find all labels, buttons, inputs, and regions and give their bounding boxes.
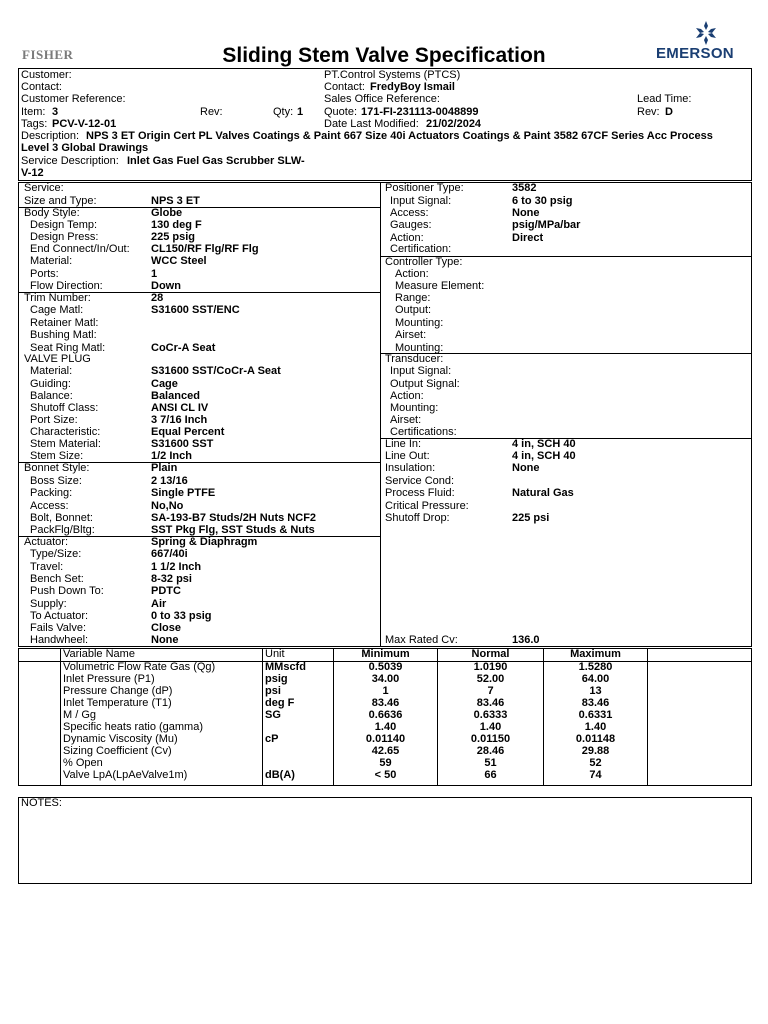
cell-normal: 66 bbox=[484, 769, 497, 781]
boss-size-value: 2 13/16 bbox=[151, 475, 188, 487]
cell-minimum: 0.6636 bbox=[368, 709, 403, 721]
rev2-label: Rev: bbox=[637, 106, 660, 118]
company-name: PT.Control Systems (PTCS) bbox=[324, 69, 461, 81]
stem-size-value: 1/2 Inch bbox=[151, 450, 192, 462]
cell-minimum: 0.01140 bbox=[365, 733, 406, 745]
body-style-value: Globe bbox=[151, 207, 183, 219]
cell-maximum: 52 bbox=[589, 757, 602, 769]
cell-normal: 1.40 bbox=[479, 721, 502, 733]
input-signal-value: 6 to 30 psig bbox=[512, 195, 573, 207]
customer-label: Customer: bbox=[21, 69, 72, 81]
gauges-label: Gauges: bbox=[390, 219, 432, 231]
push-down-label: Push Down To: bbox=[30, 585, 104, 597]
item-value: 3 bbox=[52, 106, 59, 118]
stem-material-value: S31600 SST bbox=[151, 438, 214, 450]
bonnet-style-label: Bonnet Style: bbox=[24, 462, 90, 474]
transducer-output-label: Output Signal: bbox=[390, 378, 460, 390]
actuator-value: Spring & Diaphragm bbox=[151, 536, 258, 548]
service-label: Service: bbox=[24, 182, 64, 194]
design-press-label: Design Press: bbox=[30, 231, 99, 243]
valve-plug-heading: VALVE PLUG bbox=[24, 353, 91, 365]
guiding-value: Cage bbox=[151, 378, 178, 390]
plug-material-label: Material: bbox=[30, 365, 73, 377]
right-contact-label: Contact: bbox=[324, 81, 365, 93]
fails-valve-value: Close bbox=[151, 622, 181, 634]
cell-minimum: 1.40 bbox=[374, 721, 397, 733]
page-title: Sliding Stem Valve Specification bbox=[222, 44, 546, 67]
cell-minimum: 34.00 bbox=[371, 673, 400, 685]
flow-direction-value: Down bbox=[151, 280, 181, 292]
cell-unit: cP bbox=[265, 733, 279, 745]
cell-minimum: 59 bbox=[379, 757, 392, 769]
ports-value: 1 bbox=[151, 268, 158, 280]
process-fluid-label: Process Fluid: bbox=[385, 487, 455, 499]
tags-label: Tags: bbox=[21, 118, 48, 130]
emerson-logo-icon bbox=[693, 20, 719, 46]
cell-maximum: 74 bbox=[589, 769, 602, 781]
packflg-label: PackFlg/Bltg: bbox=[30, 524, 95, 536]
cell-maximum: 29.88 bbox=[581, 745, 610, 757]
positioner-type-label: Positioner Type: bbox=[385, 182, 464, 194]
certification-label: Certification: bbox=[390, 243, 452, 255]
description-line1: NPS 3 ET Origin Cert PL Valves Coatings & Paint 667 Size 40i Actuators Coatings & Paint 3582 67CF Series Acc Process bbox=[86, 130, 713, 142]
type-size-value: 667/40i bbox=[151, 548, 188, 560]
characteristic-value: Equal Percent bbox=[151, 426, 225, 438]
bolt-bonnet-value: SA-193-B7 Studs/2H Nuts NCF2 bbox=[151, 512, 317, 524]
packing-label: Packing: bbox=[30, 487, 73, 499]
transducer-airset-label: Airset: bbox=[390, 414, 422, 426]
spec-grid-divider bbox=[380, 182, 381, 647]
cell-unit: psi bbox=[265, 685, 281, 697]
cell-variable-name: % Open bbox=[63, 757, 103, 769]
to-actuator-value: 0 to 33 psig bbox=[151, 610, 212, 622]
characteristic-label: Characteristic: bbox=[30, 426, 101, 438]
service-description-line1: Inlet Gas Fuel Gas Scrubber SLW- bbox=[127, 155, 305, 167]
sales-office-label: Sales Office Reference: bbox=[324, 93, 440, 105]
size-type-value: NPS 3 ET bbox=[151, 195, 200, 207]
controller-airset-label: Airset: bbox=[395, 329, 427, 341]
balance-value: Balanced bbox=[151, 390, 200, 402]
output-label: Output: bbox=[395, 304, 432, 316]
access-label: Access: bbox=[30, 500, 69, 512]
bench-set-value: 8-32 psi bbox=[151, 573, 192, 585]
cage-matl-value: S31600 SST/ENC bbox=[151, 304, 240, 316]
boss-size-label: Boss Size: bbox=[30, 475, 82, 487]
description-label: Description: bbox=[21, 130, 80, 142]
rev2-value: D bbox=[665, 106, 673, 118]
notes-label: NOTES: bbox=[21, 797, 62, 809]
quote-label: Quote: bbox=[324, 106, 358, 118]
type-size-label: Type/Size: bbox=[30, 548, 82, 560]
header-unit: Unit bbox=[265, 648, 285, 660]
measure-element-label: Measure Element: bbox=[395, 280, 485, 292]
stem-size-label: Stem Size: bbox=[30, 450, 84, 462]
cell-normal: 51 bbox=[484, 757, 497, 769]
packing-value: Single PTFE bbox=[151, 487, 216, 499]
cell-variable-name: M / Gg bbox=[63, 709, 97, 721]
flow-direction-label: Flow Direction: bbox=[30, 280, 103, 292]
item-label: Item: bbox=[21, 106, 46, 118]
emerson-logo: EMERSON bbox=[656, 45, 734, 62]
material-label: Material: bbox=[30, 255, 73, 267]
shutoff-class-label: Shutoff Class: bbox=[30, 402, 99, 414]
qty-value: 1 bbox=[297, 106, 304, 118]
controller-mounting2-label: Mounting: bbox=[395, 342, 444, 354]
trim-number-label: Trim Number: bbox=[24, 292, 91, 304]
cell-variable-name: Specific heats ratio (gamma) bbox=[63, 721, 203, 733]
cell-normal: 0.01150 bbox=[470, 733, 511, 745]
cell-normal: 83.46 bbox=[476, 697, 505, 709]
port-size-value: 3 7/16 Inch bbox=[151, 414, 208, 426]
cell-maximum: 1.40 bbox=[584, 721, 607, 733]
controller-type-label: Controller Type: bbox=[385, 256, 463, 268]
end-connect-value: CL150/RF Flg/RF Flg bbox=[151, 243, 259, 255]
fisher-logo: FISHER bbox=[22, 47, 74, 62]
positioner-action-value: Direct bbox=[512, 232, 544, 244]
notes-box bbox=[18, 797, 752, 884]
cell-variable-name: Dynamic Viscosity (Mu) bbox=[63, 733, 178, 745]
range-label: Range: bbox=[395, 292, 431, 304]
material-value: WCC Steel bbox=[151, 255, 207, 267]
cell-maximum: 0.6331 bbox=[578, 709, 613, 721]
cell-minimum: 83.46 bbox=[371, 697, 400, 709]
bolt-bonnet-label: Bolt, Bonnet: bbox=[30, 512, 93, 524]
cell-unit: dB(A) bbox=[265, 769, 295, 781]
design-temp-label: Design Temp: bbox=[30, 219, 98, 231]
right-contact-value: FredyBoy Ismail bbox=[370, 81, 455, 93]
travel-value: 1 1/2 Inch bbox=[151, 561, 202, 573]
transducer-label: Transducer: bbox=[385, 353, 444, 365]
cage-matl-label: Cage Matl: bbox=[30, 304, 84, 316]
insulation-label: Insulation: bbox=[385, 462, 436, 474]
line-out-value: 4 in, SCH 40 bbox=[512, 450, 576, 462]
positioner-access-label: Access: bbox=[390, 207, 429, 219]
cell-variable-name: Pressure Change (dP) bbox=[63, 685, 173, 697]
cell-unit: deg F bbox=[265, 697, 295, 709]
cell-normal: 28.46 bbox=[476, 745, 505, 757]
cell-variable-name: Valve LpA(LpAeValve1m) bbox=[63, 769, 188, 781]
body-style-label: Body Style: bbox=[24, 207, 80, 219]
gauges-value: psig/MPa/bar bbox=[512, 219, 581, 231]
table-line bbox=[60, 648, 61, 786]
positioner-access-value: None bbox=[512, 207, 540, 219]
cell-variable-name: Sizing Coefficient (Cv) bbox=[63, 745, 172, 757]
insulation-value: None bbox=[512, 462, 540, 474]
cell-maximum: 83.46 bbox=[581, 697, 610, 709]
fails-valve-label: Fails Valve: bbox=[30, 622, 87, 634]
description-line2: Level 3 Global Drawings bbox=[21, 142, 149, 154]
balance-label: Balance: bbox=[30, 390, 73, 402]
line-out-label: Line Out: bbox=[385, 450, 430, 462]
lead-time-label: Lead Time: bbox=[637, 93, 692, 105]
bushing-matl-label: Bushing Matl: bbox=[30, 329, 97, 341]
port-size-label: Port Size: bbox=[30, 414, 78, 426]
seat-ring-matl-value: CoCr-A Seat bbox=[151, 342, 216, 354]
critical-pressure-label: Critical Pressure: bbox=[385, 500, 469, 512]
access-value: No,No bbox=[151, 500, 184, 512]
shutoff-class-value: ANSI CL IV bbox=[151, 402, 209, 414]
cell-maximum: 13 bbox=[589, 685, 602, 697]
header-variable-name: Variable Name bbox=[63, 648, 135, 660]
size-type-label: Size and Type: bbox=[24, 195, 97, 207]
seat-ring-matl-label: Seat Ring Matl: bbox=[30, 342, 106, 354]
table-line bbox=[262, 648, 263, 786]
service-description-label: Service Description: bbox=[21, 155, 119, 167]
max-rated-cv-label: Max Rated Cv: bbox=[385, 634, 458, 646]
guiding-label: Guiding: bbox=[30, 378, 71, 390]
date-label: Date Last Modified: bbox=[324, 118, 419, 130]
trim-number-value: 28 bbox=[151, 292, 164, 304]
cell-normal: 1.0190 bbox=[473, 661, 508, 673]
process-fluid-value: Natural Gas bbox=[512, 487, 574, 499]
transducer-action-label: Action: bbox=[390, 390, 424, 402]
table-line bbox=[647, 648, 648, 786]
push-down-value: PDTC bbox=[151, 585, 181, 597]
to-actuator-label: To Actuator: bbox=[30, 610, 89, 622]
header-minimum: Minimum bbox=[361, 648, 410, 660]
cell-minimum: 42.65 bbox=[371, 745, 400, 757]
transducer-cert-label: Certifications: bbox=[390, 426, 457, 438]
supply-label: Supply: bbox=[30, 598, 67, 610]
cell-unit: psig bbox=[265, 673, 288, 685]
travel-label: Travel: bbox=[30, 561, 64, 573]
retainer-matl-label: Retainer Matl: bbox=[30, 317, 99, 329]
shutoff-drop-value: 225 psi bbox=[512, 512, 550, 524]
qty-label: Qty: bbox=[273, 106, 294, 118]
cell-normal: 0.6333 bbox=[473, 709, 508, 721]
cell-normal: 7 bbox=[487, 685, 494, 697]
ports-label: Ports: bbox=[30, 268, 59, 280]
handwheel-value: None bbox=[151, 634, 179, 646]
transducer-mounting-label: Mounting: bbox=[390, 402, 439, 414]
controller-mounting-label: Mounting: bbox=[395, 317, 444, 329]
design-temp-value: 130 deg F bbox=[151, 219, 202, 231]
cell-minimum: < 50 bbox=[374, 769, 397, 781]
header-normal: Normal bbox=[471, 648, 510, 660]
cell-normal: 52.00 bbox=[476, 673, 505, 685]
controller-action-label: Action: bbox=[395, 268, 429, 280]
tags-value: PCV-V-12-01 bbox=[52, 118, 117, 130]
cell-minimum: 0.5039 bbox=[368, 661, 403, 673]
cell-maximum: 1.5280 bbox=[578, 661, 613, 673]
cell-unit: SG bbox=[265, 709, 281, 721]
header-maximum: Maximum bbox=[570, 648, 621, 660]
plug-material-value: S31600 SST/CoCr-A Seat bbox=[151, 365, 281, 377]
cell-variable-name: Inlet Temperature (T1) bbox=[63, 697, 172, 709]
max-rated-cv-value: 136.0 bbox=[512, 634, 540, 646]
shutoff-drop-label: Shutoff Drop: bbox=[385, 512, 450, 524]
end-connect-label: End Connect/In/Out: bbox=[30, 243, 130, 255]
positioner-action-label: Action: bbox=[390, 232, 424, 244]
packflg-value: SST Pkg Flg, SST Studs & Nuts bbox=[151, 524, 315, 536]
cell-variable-name: Inlet Pressure (P1) bbox=[63, 673, 155, 685]
handwheel-label: Handwheel: bbox=[30, 634, 89, 646]
positioner-type-value: 3582 bbox=[512, 182, 537, 194]
quote-value: 171-FI-231113-0048899 bbox=[361, 106, 479, 118]
cell-maximum: 64.00 bbox=[581, 673, 610, 685]
bonnet-style-value: Plain bbox=[151, 462, 178, 474]
service-description-line2: V-12 bbox=[21, 167, 44, 179]
cell-maximum: 0.01148 bbox=[575, 733, 616, 745]
service-cond-label: Service Cond: bbox=[385, 475, 455, 487]
line-in-label: Line In: bbox=[385, 438, 422, 450]
transducer-input-label: Input Signal: bbox=[390, 365, 452, 377]
supply-value: Air bbox=[151, 598, 167, 610]
actuator-label: Actuator: bbox=[24, 536, 69, 548]
rev-label: Rev: bbox=[200, 106, 223, 118]
contact-label: Contact: bbox=[21, 81, 62, 93]
line-in-value: 4 in, SCH 40 bbox=[512, 438, 576, 450]
cell-minimum: 1 bbox=[382, 685, 389, 697]
customer-reference-label: Customer Reference: bbox=[21, 93, 126, 105]
stem-material-label: Stem Material: bbox=[30, 438, 101, 450]
input-signal-label: Input Signal: bbox=[390, 195, 452, 207]
bench-set-label: Bench Set: bbox=[30, 573, 84, 585]
cell-unit: MMscfd bbox=[265, 661, 306, 673]
cell-variable-name: Volumetric Flow Rate Gas (Qg) bbox=[63, 661, 216, 673]
date-value: 21/02/2024 bbox=[426, 118, 482, 130]
design-press-value: 225 psig bbox=[151, 231, 196, 243]
